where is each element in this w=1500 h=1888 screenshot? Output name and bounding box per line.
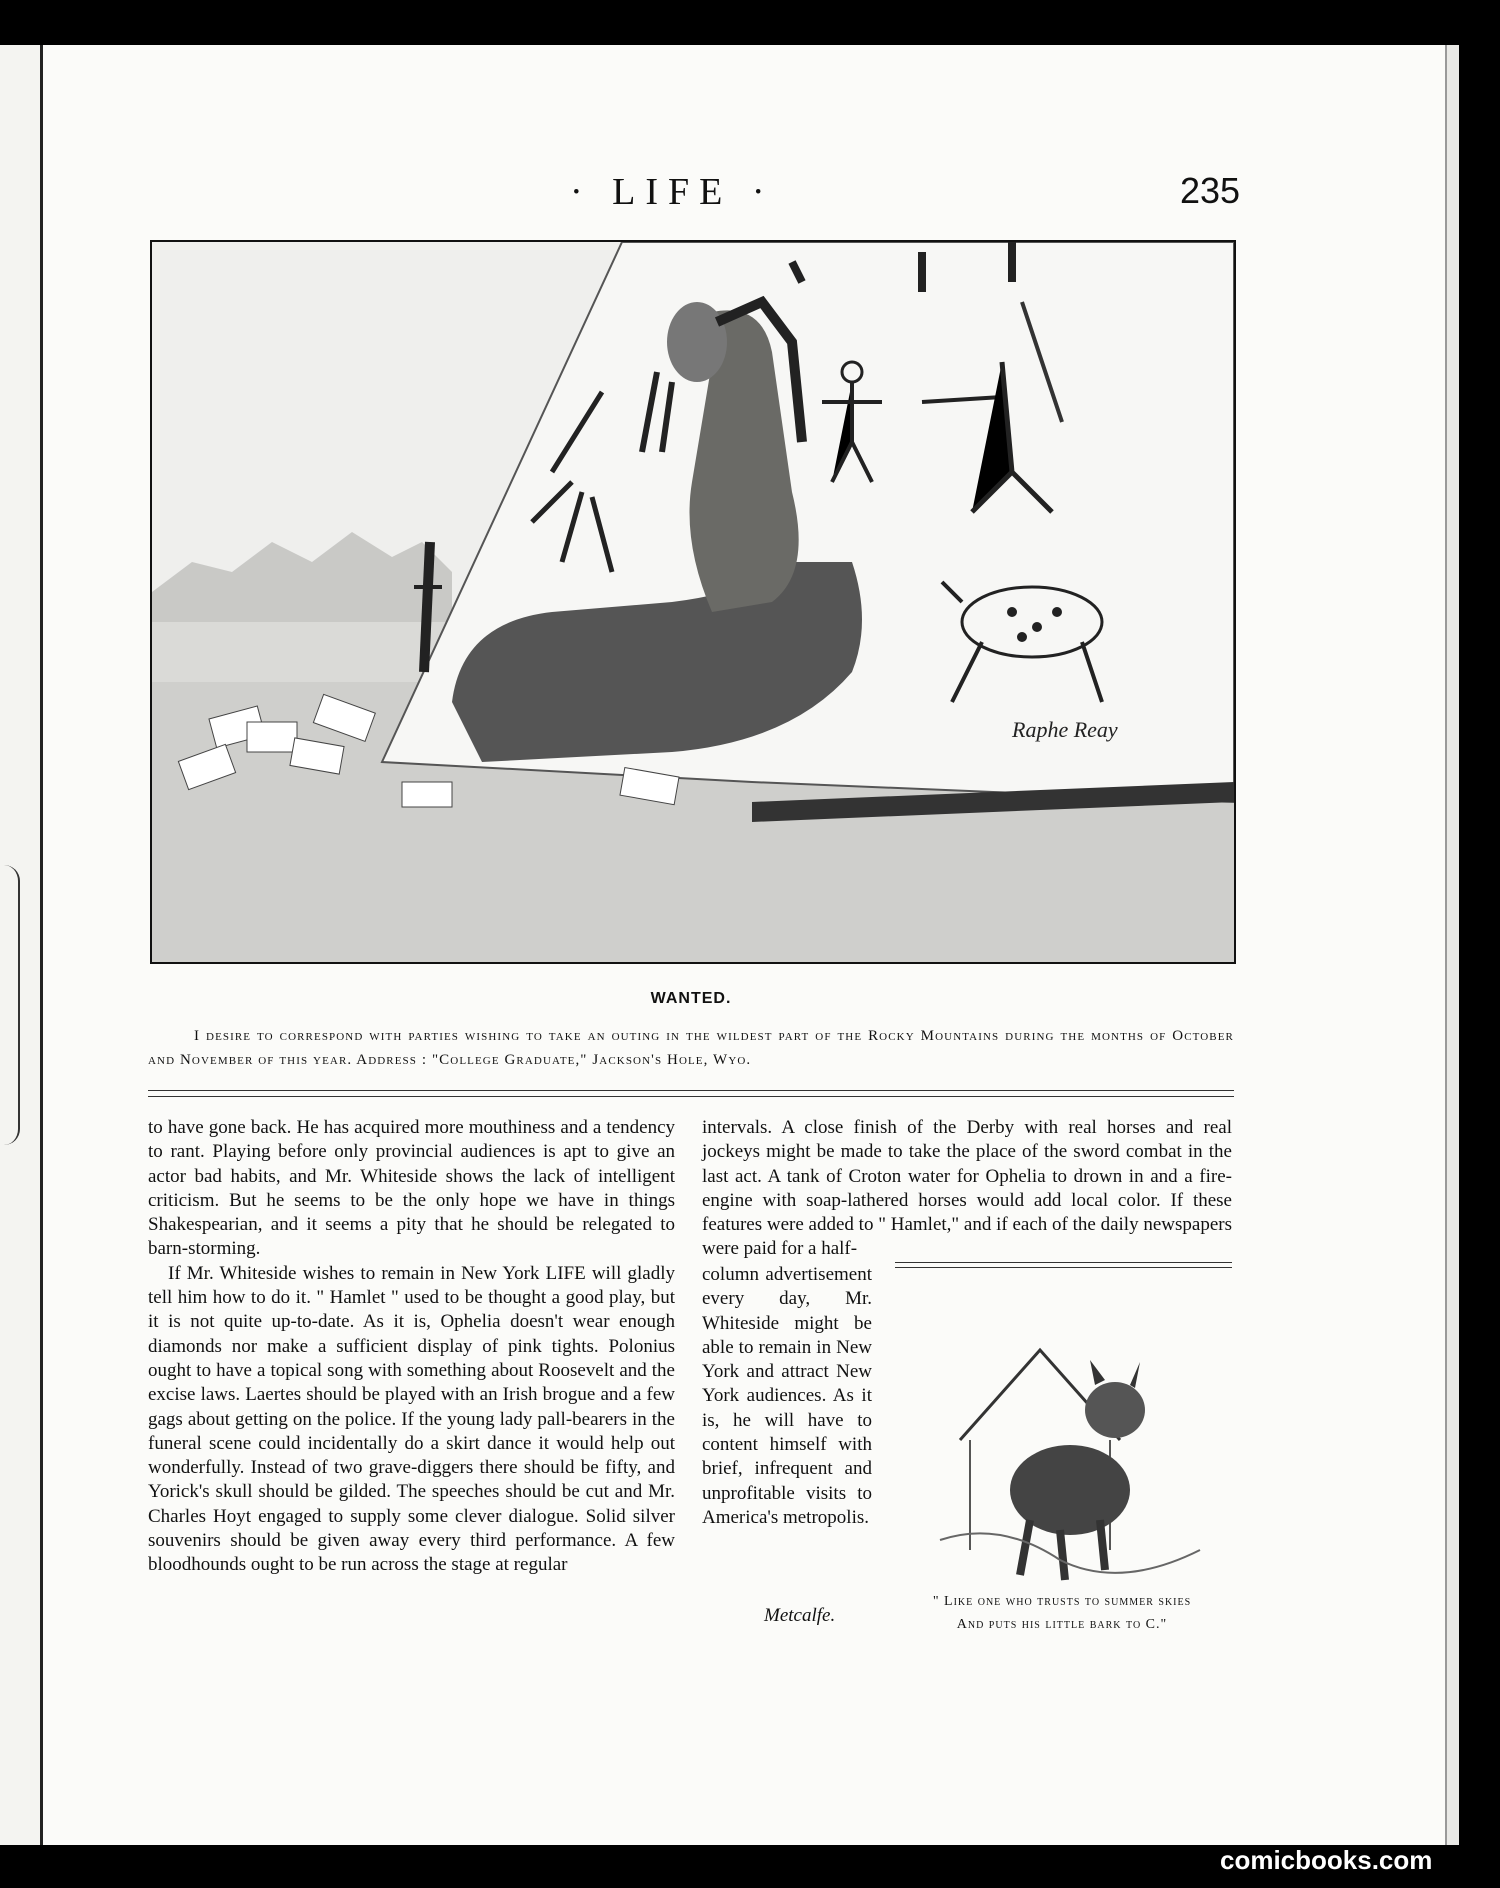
running-head: · LIFE ·: [570, 171, 775, 213]
section-rule: [148, 1090, 1234, 1091]
article-right-narrow-column: [702, 1263, 872, 1530]
dog-rule: [895, 1262, 1232, 1263]
caption-body: I desire to correspond with parties wishing to take an outing in the wildest part of the Rocky Mountains during the months of October and November of this year. Address : "College Graduate," Jackson's Hole, Wyo.: [148, 1028, 1234, 1068]
page-number: 235: [1180, 170, 1241, 211]
dog-caption-line: And puts his little bark to C.": [956, 1617, 1168, 1632]
cartoon-illustration: [152, 242, 1234, 962]
cartoon-signature: Raphe Reay: [1012, 717, 1118, 742]
dog-caption: [882, 1590, 1242, 1636]
watermark: comicbooks.com: [1220, 1845, 1433, 1875]
article-paragraph: to have gone back. He has acquired more mouthiness and a tendency to rant. Playing before only provincial audiences is apt to give an actor bad habits, and Mr. Whiteside shows the lack of intelligent criticism. But he seems to be the only hope we have in things Shakespearian, and it seems a pity that he should be relegated to barn-storming.: [148, 1117, 675, 1260]
dog-caption-line: " Like one who trusts to summer skies: [932, 1594, 1192, 1609]
article-paragraph: If Mr. Whiteside wishes to remain in New York LIFE will gladly tell him how to do it. " Hamlet " used to be thought a good play, but it is not quite up-to-date. As it is, Ophelia doesn't wear enough diamonds nor make a sufficient display of pink tights. Polonius ought to have a topical song with something about Roosevelt and the excise laws. Laertes should be played with an Irish brogue and a few gags about getting on the police. If the young lady pall-bearers in the funeral scene could incidentally do a skirt dance it would help out wonderfully. Instead of two grave-diggers there should be fifty, and Yorick's skull should be gilded. The speeches should be cut and Mr. Charles Hoyt engaged to supply some clever dialogue. Solid silver souvenirs should be given away every third performance. A few bloodhounds ought to be run across the stage at regular: [148, 1262, 675, 1576]
article-paragraph: column advertisement every day, Mr. Whiteside might be able to remain in New York and attract New York audiences. As it is, he will have to content himself with brief, infrequent and unprofitable visits to America's metropolis.: [702, 1264, 872, 1528]
article-right-column: [702, 1116, 1232, 1262]
left-page-edge: [0, 45, 40, 1845]
section-rule: [148, 1096, 1234, 1097]
dog-rule: [895, 1267, 1232, 1268]
caption-title: WANTED.: [650, 990, 732, 1007]
article-author: Metcalfe.: [764, 1605, 836, 1626]
wanted-cartoon: [150, 240, 1236, 964]
article-paragraph: intervals. A close finish of the Derby with real horses and real jockeys might be made to take the place of the sword combat in the last act. A tank of Croton water for Ophelia to drown in and a fire-engine with soap-lathered horses would add local color. If these features were added to " Hamlet," and if each of the daily newspapers were paid for a half-: [702, 1117, 1232, 1260]
dog-illustration: [900, 1290, 1230, 1590]
article-left-column: [148, 1116, 675, 1578]
right-page-edge: [1445, 45, 1459, 1845]
dog-cartoon: [900, 1290, 1230, 1590]
